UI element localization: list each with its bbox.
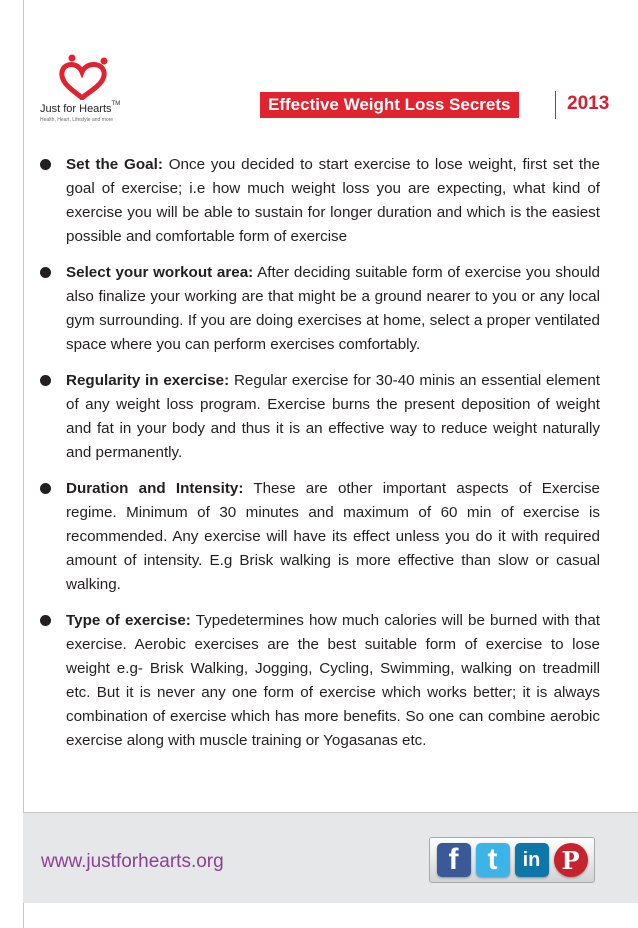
item-heading: Set the Goal: — [66, 156, 163, 173]
social-icons-bar — [429, 837, 595, 883]
title-divider — [555, 91, 556, 119]
bullet-icon — [40, 483, 51, 494]
item-body: Typedetermines how much calories will be burned with that exercise. Aerobic exercises are the best suitable form of exercise to lose weight e.g- Brisk Walking, Jogging, Cycling, Swimming, walking on treadmill etc. But it is never any one form of exercise which works better; it is always combination of exercise which has more benefits. So one can combine aerobic exercise along with muscle training or Yogasanas etc. — [66, 612, 600, 749]
linkedin-icon[interactable]: in — [515, 843, 549, 877]
item-body: After deciding suitable form of exercise you should also finalize your working are that might be a ground nearer to you or any local gym surrounding. If you are doing exercises at home, select a proper ventilated space where you can perform exercises comfortably. — [66, 264, 600, 353]
item-body: Regular exercise for 30-40 minis an essential element of any weight loss program. Exercise burns the present deposition of weight and fat in your body and thus it is an effective way to reduce weight naturally and permanently. — [66, 372, 600, 461]
item-heading: Select your workout area: — [66, 264, 254, 281]
bullet-icon — [40, 615, 51, 626]
bullet-icon — [40, 375, 51, 386]
website-link[interactable]: www.justforhearts.org — [41, 851, 224, 872]
bullet-icon — [40, 159, 51, 170]
item-text — [66, 153, 600, 249]
brand-name: Just for Hearts™ — [40, 101, 121, 115]
heart-logo-icon — [52, 52, 122, 100]
item-text — [66, 477, 600, 597]
page-title: Effective Weight Loss Secrets — [260, 92, 519, 118]
content-list — [40, 153, 600, 765]
list-item — [40, 609, 600, 753]
brand-tagline: Health, Heart, Lifestyle and more — [40, 117, 114, 123]
pinterest-icon[interactable]: P — [554, 843, 588, 877]
item-heading: Type of exercise: — [66, 612, 191, 629]
item-body: These are other important aspects of Exercise regime. Minimum of 30 minutes and maximum of 60 min of exercise is recommended. Any exercise will have its effect unless you do it with required amount of intensity. E.g Brisk walking is more effective than slow or casual walking. — [66, 480, 600, 593]
twitter-icon[interactable]: t — [476, 843, 510, 877]
bullet-icon — [40, 267, 51, 278]
list-item — [40, 369, 600, 465]
facebook-icon[interactable]: f — [437, 843, 471, 877]
list-item — [40, 261, 600, 357]
item-text — [66, 609, 600, 753]
item-body: Once you decided to start exercise to lose weight, first set the goal of exercise; i.e how much weight loss you are expecting, what kind of exercise you will be able to sustain for longer duration and which is the easiest possible and comfortable form of exercise — [66, 156, 601, 245]
item-text — [66, 369, 600, 465]
item-heading: Regularity in exercise: — [66, 372, 230, 389]
item-heading: Duration and Intensity: — [66, 480, 244, 497]
list-item — [40, 153, 600, 249]
list-item — [40, 477, 600, 597]
item-text — [66, 261, 600, 357]
year-label: 2013 — [567, 93, 610, 114]
